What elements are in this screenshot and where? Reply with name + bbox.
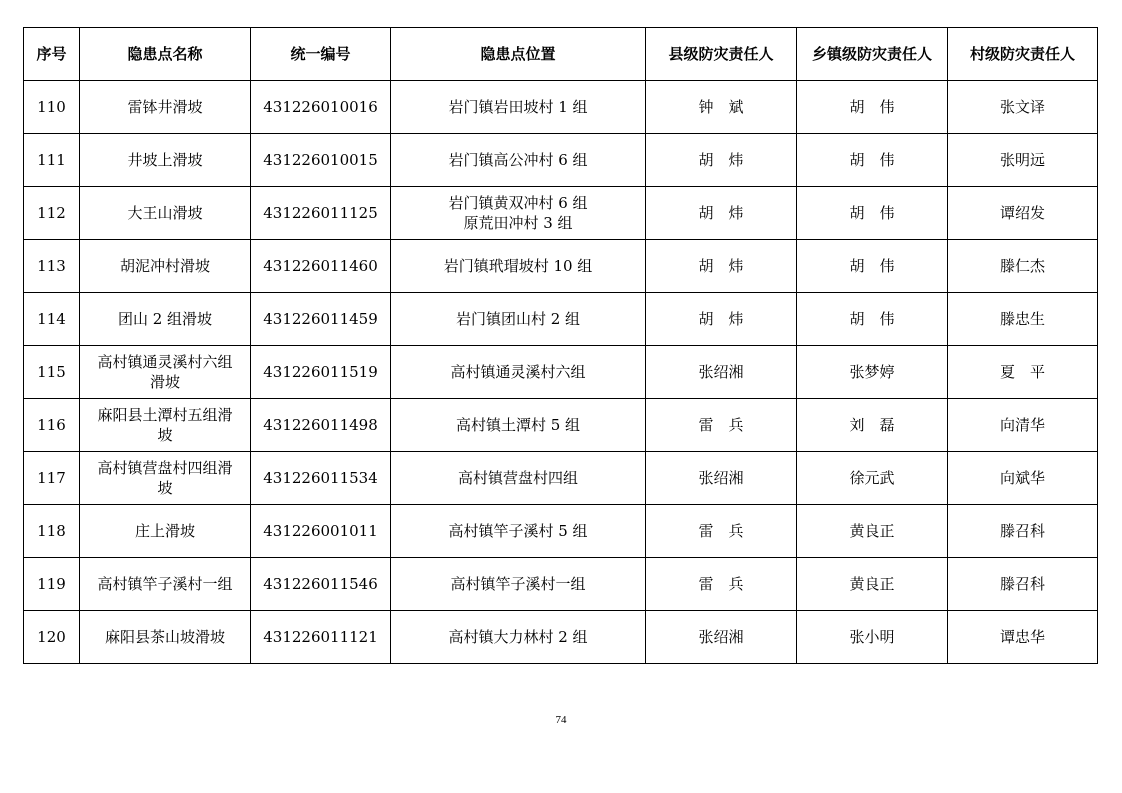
table-row (24, 505, 1098, 558)
cell-village-person (948, 187, 1098, 240)
cell-name (80, 611, 251, 664)
table-row (24, 399, 1098, 452)
cell-code (251, 399, 391, 452)
table-row (24, 452, 1098, 505)
cell-county-person (646, 558, 797, 611)
cell-text: 井坡上滑坡 (127, 151, 203, 169)
cell-name (80, 346, 251, 399)
cell-township-person (797, 558, 948, 611)
cell-name (80, 452, 251, 505)
cell-text: 谭忠华 (999, 628, 1045, 646)
cell-text: 胡 炜 (698, 257, 744, 275)
cell-code (251, 558, 391, 611)
cell-text: 431226011546 (263, 575, 378, 593)
cell-text: 119 (37, 575, 66, 593)
cell-township-person (797, 187, 948, 240)
cell-text: 张绍湘 (698, 363, 744, 381)
cell-text: 431226011460 (263, 257, 378, 275)
table-row (24, 240, 1098, 293)
cell-text: 高村镇营盘村四组滑 坡 (97, 459, 233, 497)
cell-text: 向斌华 (999, 469, 1045, 487)
cell-text: 团山 2 组滑坡 (117, 310, 213, 328)
cell-location (391, 399, 646, 452)
cell-text: 111 (37, 151, 66, 169)
cell-text: 胡 伟 (849, 257, 895, 275)
cell-village-person (948, 81, 1098, 134)
cell-text: 滕召科 (999, 522, 1045, 540)
table-body (24, 81, 1098, 664)
cell-serial (24, 399, 80, 452)
cell-village-person (948, 452, 1098, 505)
cell-location (391, 611, 646, 664)
cell-serial (24, 346, 80, 399)
cell-text: 黄良正 (849, 522, 895, 540)
cell-text: 高村镇大力林村 2 组 (448, 628, 588, 646)
cell-text: 刘 磊 (849, 416, 895, 434)
cell-text: 张明远 (999, 151, 1045, 169)
cell-text: 胡 伟 (849, 98, 895, 116)
cell-county-person (646, 293, 797, 346)
cell-location (391, 187, 646, 240)
cell-name (80, 81, 251, 134)
cell-text: 大王山滑坡 (127, 204, 203, 222)
cell-township-person (797, 134, 948, 187)
cell-text: 高村镇竿子溪村 5 组 (448, 522, 588, 540)
cell-text: 向清华 (999, 416, 1045, 434)
cell-code (251, 346, 391, 399)
cell-text: 胡 炜 (698, 151, 744, 169)
page-number: 74 (555, 714, 567, 726)
cell-county-person (646, 134, 797, 187)
cell-text: 110 (37, 98, 66, 116)
cell-county-person (646, 187, 797, 240)
cell-text: 胡 伟 (849, 310, 895, 328)
cell-code (251, 240, 391, 293)
table-row (24, 81, 1098, 134)
header-cell-village-person: 村级防灾责任人 (948, 28, 1098, 81)
cell-location (391, 558, 646, 611)
cell-text: 113 (37, 257, 66, 275)
table-row (24, 293, 1098, 346)
cell-text: 114 (37, 310, 66, 328)
cell-text: 张梦婷 (849, 363, 895, 381)
cell-location (391, 346, 646, 399)
cell-text: 431226011125 (263, 204, 378, 222)
cell-text: 431226011519 (263, 363, 378, 381)
cell-location (391, 134, 646, 187)
cell-code (251, 293, 391, 346)
cell-text: 高村镇土潭村 5 组 (455, 416, 581, 434)
cell-location (391, 293, 646, 346)
cell-text: 张绍湘 (698, 628, 744, 646)
cell-serial (24, 558, 80, 611)
cell-text: 431226011498 (263, 416, 378, 434)
cell-serial (24, 240, 80, 293)
cell-text: 雷 兵 (698, 575, 744, 593)
cell-text: 高村镇营盘村四组 (457, 469, 578, 487)
header-cell-name: 隐患点名称 (80, 28, 251, 81)
cell-text: 高村镇竿子溪村一组 (97, 575, 233, 593)
cell-county-person (646, 611, 797, 664)
cell-text: 116 (37, 416, 66, 434)
header-cell-county-person: 县级防灾责任人 (646, 28, 797, 81)
cell-text: 431226001011 (263, 522, 378, 540)
cell-text: 滕召科 (999, 575, 1045, 593)
cell-township-person (797, 452, 948, 505)
cell-text: 120 (37, 628, 66, 646)
cell-village-person (948, 399, 1098, 452)
cell-code (251, 187, 391, 240)
cell-county-person (646, 81, 797, 134)
cell-serial (24, 81, 80, 134)
cell-text: 夏 平 (999, 363, 1045, 381)
cell-township-person (797, 81, 948, 134)
cell-text: 张小明 (849, 628, 895, 646)
cell-text: 431226011534 (263, 469, 378, 487)
cell-serial (24, 293, 80, 346)
table-row (24, 558, 1098, 611)
cell-text: 岩门镇高公冲村 6 组 (448, 151, 588, 169)
cell-village-person (948, 505, 1098, 558)
cell-county-person (646, 452, 797, 505)
cell-serial (24, 505, 80, 558)
cell-text: 431226010015 (263, 151, 378, 169)
cell-text: 滕仁杰 (999, 257, 1045, 275)
cell-county-person (646, 399, 797, 452)
cell-text: 麻阳县茶山坡滑坡 (104, 628, 225, 646)
cell-text: 岩门镇团山村 2 组 (455, 310, 581, 328)
cell-code (251, 452, 391, 505)
cell-location (391, 240, 646, 293)
table-row (24, 346, 1098, 399)
cell-name (80, 187, 251, 240)
cell-text: 胡 炜 (698, 204, 744, 222)
header-row (24, 28, 1098, 81)
header-cell-code: 统一编号 (251, 28, 391, 81)
cell-text: 滕忠生 (999, 310, 1045, 328)
cell-serial (24, 187, 80, 240)
cell-township-person (797, 399, 948, 452)
cell-code (251, 505, 391, 558)
cell-code (251, 81, 391, 134)
cell-text: 雷钵井滑坡 (127, 98, 203, 116)
cell-text: 黄良正 (849, 575, 895, 593)
cell-township-person (797, 346, 948, 399)
cell-text: 115 (37, 363, 66, 381)
cell-name (80, 399, 251, 452)
header-cell-serial: 序号 (24, 28, 80, 81)
cell-name (80, 505, 251, 558)
cell-name (80, 293, 251, 346)
cell-village-person (948, 134, 1098, 187)
cell-location (391, 505, 646, 558)
cell-serial (24, 611, 80, 664)
cell-text: 徐元武 (849, 469, 895, 487)
cell-text: 高村镇通灵溪村六组 滑坡 (97, 353, 233, 391)
cell-text: 岩门镇黄双冲村 6 组 原荒田冲村 3 组 (448, 194, 588, 232)
cell-text: 雷 兵 (698, 416, 744, 434)
cell-text: 431226011459 (263, 310, 378, 328)
cell-county-person (646, 346, 797, 399)
cell-text: 钟 斌 (698, 98, 744, 116)
cell-township-person (797, 505, 948, 558)
cell-text: 张文译 (999, 98, 1045, 116)
cell-name (80, 240, 251, 293)
cell-text: 胡 炜 (698, 310, 744, 328)
cell-county-person (646, 505, 797, 558)
cell-village-person (948, 558, 1098, 611)
cell-text: 庄上滑坡 (134, 522, 195, 540)
cell-text: 高村镇竿子溪村一组 (450, 575, 586, 593)
hazard-table (23, 27, 1098, 664)
cell-text: 谭绍发 (999, 204, 1045, 222)
cell-code (251, 134, 391, 187)
cell-county-person (646, 240, 797, 293)
cell-village-person (948, 611, 1098, 664)
table-row (24, 134, 1098, 187)
table-row (24, 611, 1098, 664)
cell-village-person (948, 240, 1098, 293)
cell-location (391, 452, 646, 505)
cell-text: 117 (37, 469, 66, 487)
cell-text: 431226010016 (263, 98, 378, 116)
cell-text: 118 (37, 522, 66, 540)
cell-text: 麻阳县土潭村五组滑 坡 (97, 406, 233, 444)
cell-text: 雷 兵 (698, 522, 744, 540)
cell-location (391, 81, 646, 134)
cell-name (80, 558, 251, 611)
cell-township-person (797, 240, 948, 293)
cell-text: 张绍湘 (698, 469, 744, 487)
cell-text: 431226011121 (263, 628, 378, 646)
cell-text: 岩门镇岩田坡村 1 组 (448, 98, 588, 116)
cell-township-person (797, 293, 948, 346)
header-cell-township-person: 乡镇级防灾责任人 (797, 28, 948, 81)
cell-code (251, 611, 391, 664)
cell-village-person (948, 293, 1098, 346)
cell-name (80, 134, 251, 187)
cell-text: 胡泥冲村滑坡 (119, 257, 210, 275)
cell-township-person (797, 611, 948, 664)
cell-serial (24, 452, 80, 505)
cell-village-person (948, 346, 1098, 399)
cell-text: 胡 伟 (849, 151, 895, 169)
cell-text: 112 (37, 204, 66, 222)
table-row (24, 187, 1098, 240)
cell-serial (24, 134, 80, 187)
cell-text: 岩门镇玳瑁坡村 10 组 (443, 257, 593, 275)
header-cell-location: 隐患点位置 (391, 28, 646, 81)
cell-text: 高村镇通灵溪村六组 (450, 363, 586, 381)
cell-text: 胡 伟 (849, 204, 895, 222)
